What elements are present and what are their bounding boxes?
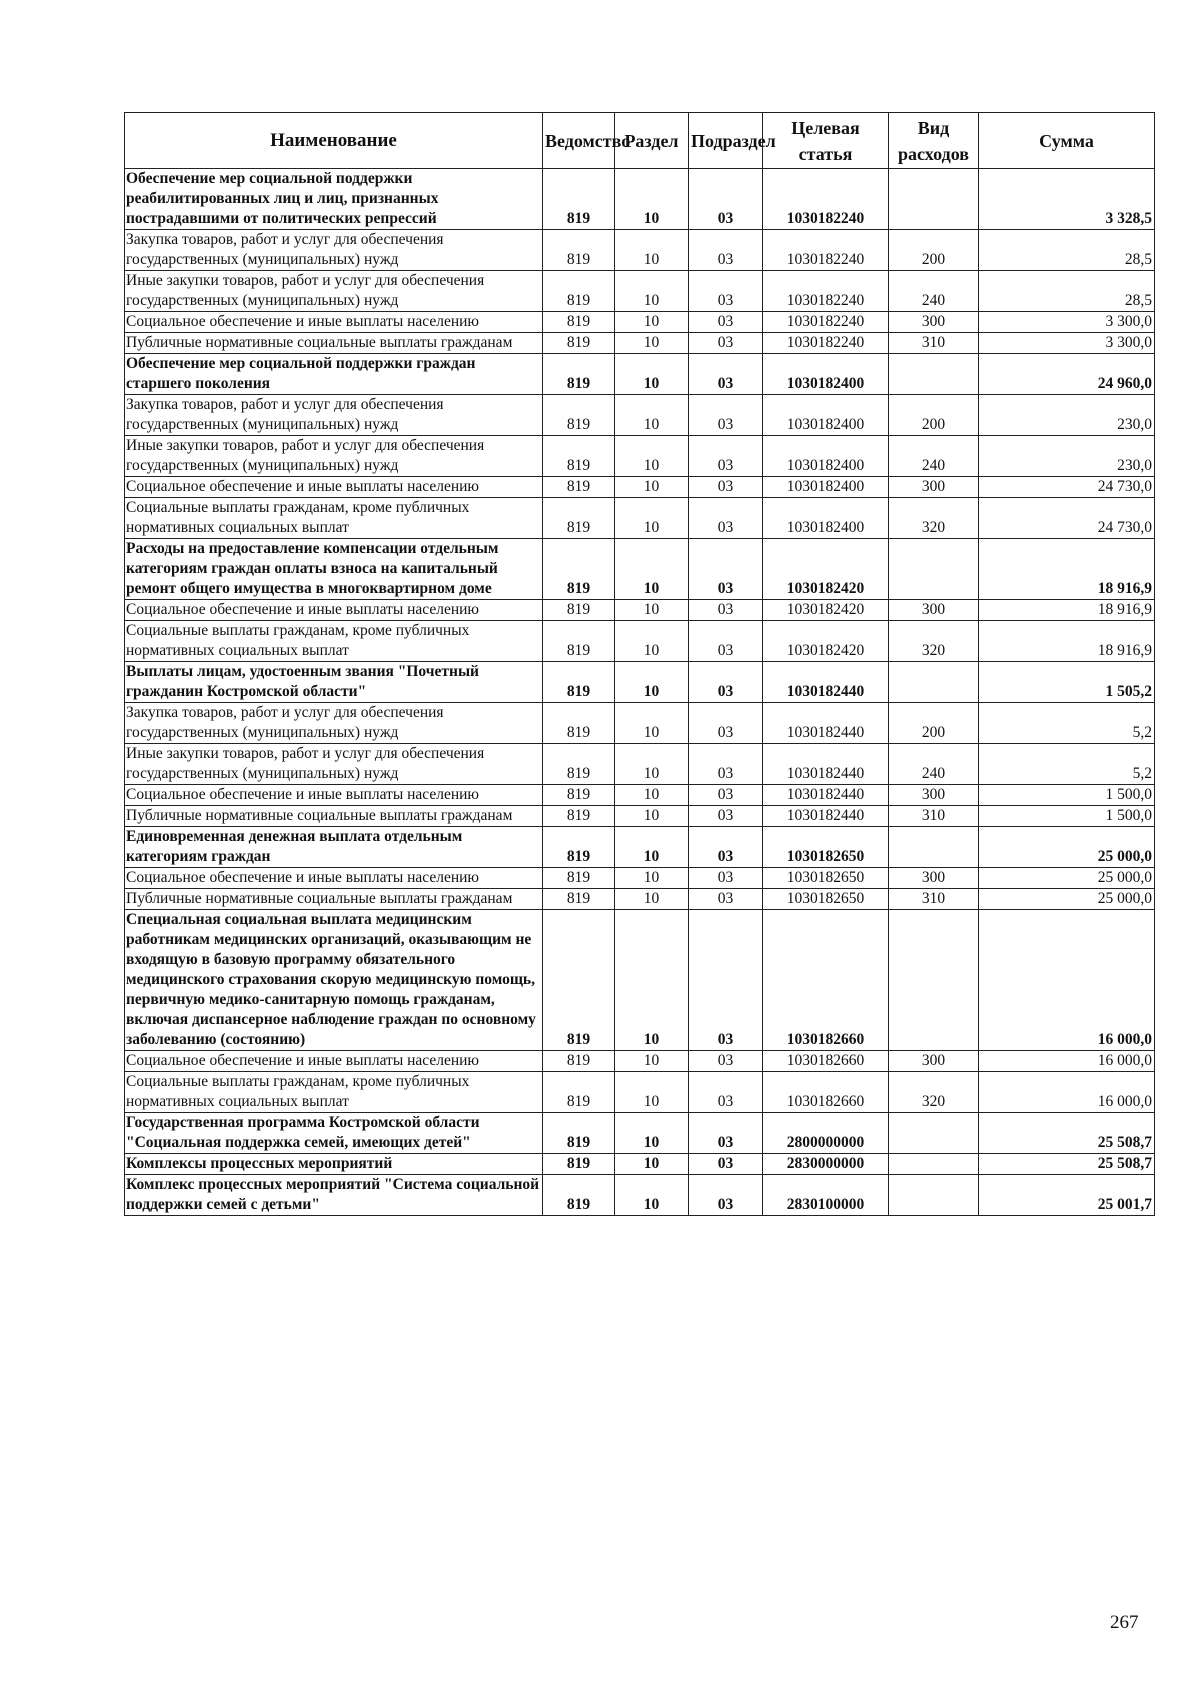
cell-section: 10 (615, 230, 689, 271)
cell-section: 10 (615, 621, 689, 662)
cell-sum: 28,5 (979, 230, 1155, 271)
cell-section: 10 (615, 1113, 689, 1154)
cell-department: 819 (543, 333, 615, 354)
cell-section: 10 (615, 703, 689, 744)
table-row (125, 1113, 1155, 1154)
cell-subsection: 03 (689, 1051, 763, 1072)
cell-target-article: 1030182420 (763, 621, 889, 662)
cell-sum: 24 960,0 (979, 354, 1155, 395)
cell-expense-type (889, 354, 979, 395)
cell-expense-type: 300 (889, 1051, 979, 1072)
cell-subsection: 03 (689, 230, 763, 271)
cell-sum: 25 508,7 (979, 1154, 1155, 1175)
table-row (125, 169, 1155, 230)
cell-department: 819 (543, 395, 615, 436)
table-row (125, 889, 1155, 910)
table-row (125, 333, 1155, 354)
table-row (125, 868, 1155, 889)
cell-target-article: 1030182440 (763, 662, 889, 703)
cell-department: 819 (543, 230, 615, 271)
cell-target-article: 1030182400 (763, 436, 889, 477)
cell-section: 10 (615, 395, 689, 436)
cell-sum: 24 730,0 (979, 498, 1155, 539)
cell-name: Государственная программа Костромской области "Социальная поддержка семей, имеющих детей" (125, 1113, 543, 1154)
cell-expense-type (889, 827, 979, 868)
cell-section: 10 (615, 1175, 689, 1216)
cell-expense-type: 320 (889, 1072, 979, 1113)
cell-name: Закупка товаров, работ и услуг для обеспечения государственных (муниципальных) нужд (125, 703, 543, 744)
cell-target-article: 1030182420 (763, 539, 889, 600)
cell-sum: 5,2 (979, 744, 1155, 785)
cell-department: 819 (543, 498, 615, 539)
cell-sum: 25 001,7 (979, 1175, 1155, 1216)
cell-subsection: 03 (689, 395, 763, 436)
cell-target-article: 1030182660 (763, 1051, 889, 1072)
cell-target-article: 1030182650 (763, 827, 889, 868)
cell-section: 10 (615, 1154, 689, 1175)
cell-sum: 28,5 (979, 271, 1155, 312)
cell-department: 819 (543, 436, 615, 477)
cell-name: Социальные выплаты гражданам, кроме публичных нормативных социальных выплат (125, 621, 543, 662)
cell-department: 819 (543, 827, 615, 868)
cell-subsection: 03 (689, 271, 763, 312)
cell-sum: 18 916,9 (979, 539, 1155, 600)
table-row (125, 806, 1155, 827)
cell-subsection: 03 (689, 1154, 763, 1175)
cell-name: Публичные нормативные социальные выплаты гражданам (125, 889, 543, 910)
cell-target-article: 1030182400 (763, 395, 889, 436)
cell-sum: 230,0 (979, 395, 1155, 436)
cell-department: 819 (543, 539, 615, 600)
table-row (125, 271, 1155, 312)
table-row (125, 395, 1155, 436)
cell-department: 819 (543, 271, 615, 312)
cell-department: 819 (543, 1113, 615, 1154)
cell-name: Комплекс процессных мероприятий "Система социальной поддержки семей с детьми" (125, 1175, 543, 1216)
cell-name: Закупка товаров, работ и услуг для обеспечения государственных (муниципальных) нужд (125, 230, 543, 271)
cell-target-article: 1030182400 (763, 498, 889, 539)
cell-expense-type (889, 1113, 979, 1154)
cell-name: Социальное обеспечение и иные выплаты населению (125, 785, 543, 806)
cell-subsection: 03 (689, 1072, 763, 1113)
cell-department: 819 (543, 1051, 615, 1072)
cell-subsection: 03 (689, 539, 763, 600)
cell-sum: 24 730,0 (979, 477, 1155, 498)
cell-sum: 16 000,0 (979, 1072, 1155, 1113)
cell-expense-type: 300 (889, 868, 979, 889)
header-name: Наименование (125, 113, 543, 169)
cell-expense-type: 300 (889, 600, 979, 621)
cell-subsection: 03 (689, 1113, 763, 1154)
cell-subsection: 03 (689, 169, 763, 230)
cell-name: Социальное обеспечение и иные выплаты населению (125, 600, 543, 621)
cell-section: 10 (615, 354, 689, 395)
page-number: 267 (1110, 1612, 1139, 1633)
header-sum: Сумма (979, 113, 1155, 169)
table-row (125, 477, 1155, 498)
cell-expense-type (889, 169, 979, 230)
header-subsection: Подраздел (689, 113, 763, 169)
cell-target-article: 1030182240 (763, 333, 889, 354)
cell-department: 819 (543, 621, 615, 662)
header-row (125, 113, 1155, 169)
cell-department: 819 (543, 662, 615, 703)
cell-sum: 3 300,0 (979, 312, 1155, 333)
cell-name: Социальное обеспечение и иные выплаты населению (125, 868, 543, 889)
cell-expense-type (889, 1175, 979, 1216)
table-row (125, 703, 1155, 744)
cell-section: 10 (615, 539, 689, 600)
cell-name: Выплаты лицам, удостоенным звания "Почетный гражданин Костромской области" (125, 662, 543, 703)
cell-department: 819 (543, 1175, 615, 1216)
table-row (125, 498, 1155, 539)
cell-department: 819 (543, 744, 615, 785)
cell-subsection: 03 (689, 889, 763, 910)
cell-section: 10 (615, 1072, 689, 1113)
cell-section: 10 (615, 600, 689, 621)
table-row (125, 744, 1155, 785)
cell-name: Социальные выплаты гражданам, кроме публичных нормативных социальных выплат (125, 498, 543, 539)
cell-target-article: 1030182650 (763, 889, 889, 910)
cell-section: 10 (615, 889, 689, 910)
cell-subsection: 03 (689, 1175, 763, 1216)
cell-sum: 18 916,9 (979, 621, 1155, 662)
cell-department: 819 (543, 910, 615, 1051)
cell-sum: 1 505,2 (979, 662, 1155, 703)
cell-department: 819 (543, 600, 615, 621)
cell-department: 819 (543, 354, 615, 395)
cell-section: 10 (615, 312, 689, 333)
cell-sum: 18 916,9 (979, 600, 1155, 621)
cell-target-article: 1030182650 (763, 868, 889, 889)
table-row (125, 1154, 1155, 1175)
cell-target-article: 1030182240 (763, 312, 889, 333)
cell-expense-type: 300 (889, 785, 979, 806)
cell-name: Обеспечение мер социальной поддержки реабилитированных лиц и лиц, признанных пострадавшими от политических репрессий (125, 169, 543, 230)
cell-expense-type (889, 910, 979, 1051)
cell-sum: 1 500,0 (979, 785, 1155, 806)
cell-name: Единовременная денежная выплата отдельным категориям граждан (125, 827, 543, 868)
cell-subsection: 03 (689, 806, 763, 827)
cell-subsection: 03 (689, 354, 763, 395)
cell-department: 819 (543, 703, 615, 744)
cell-section: 10 (615, 271, 689, 312)
cell-subsection: 03 (689, 744, 763, 785)
table-row (125, 436, 1155, 477)
cell-expense-type (889, 539, 979, 600)
cell-sum: 230,0 (979, 436, 1155, 477)
cell-section: 10 (615, 662, 689, 703)
table-row (125, 1072, 1155, 1113)
cell-name: Комплексы процессных мероприятий (125, 1154, 543, 1175)
cell-subsection: 03 (689, 703, 763, 744)
cell-department: 819 (543, 889, 615, 910)
cell-expense-type: 320 (889, 498, 979, 539)
table-row (125, 1051, 1155, 1072)
cell-department: 819 (543, 785, 615, 806)
cell-expense-type: 310 (889, 333, 979, 354)
cell-target-article: 1030182400 (763, 477, 889, 498)
table-body (125, 169, 1155, 1216)
header-target-article: Целевая статья (763, 113, 889, 169)
cell-expense-type: 200 (889, 395, 979, 436)
cell-section: 10 (615, 477, 689, 498)
cell-expense-type: 310 (889, 889, 979, 910)
cell-name: Социальное обеспечение и иные выплаты населению (125, 477, 543, 498)
cell-department: 819 (543, 169, 615, 230)
cell-subsection: 03 (689, 827, 763, 868)
cell-name: Иные закупки товаров, работ и услуг для обеспечения государственных (муниципальных) нужд (125, 271, 543, 312)
cell-target-article: 1030182240 (763, 271, 889, 312)
cell-name: Публичные нормативные социальные выплаты гражданам (125, 333, 543, 354)
cell-section: 10 (615, 785, 689, 806)
cell-expense-type: 200 (889, 230, 979, 271)
cell-subsection: 03 (689, 498, 763, 539)
cell-subsection: 03 (689, 662, 763, 703)
cell-expense-type: 240 (889, 436, 979, 477)
cell-subsection: 03 (689, 333, 763, 354)
header-section: Раздел (615, 113, 689, 169)
cell-expense-type: 320 (889, 621, 979, 662)
cell-section: 10 (615, 333, 689, 354)
cell-department: 819 (543, 477, 615, 498)
table-row (125, 621, 1155, 662)
cell-sum: 16 000,0 (979, 1051, 1155, 1072)
cell-expense-type: 240 (889, 744, 979, 785)
table-row (125, 312, 1155, 333)
table-row (125, 785, 1155, 806)
cell-subsection: 03 (689, 600, 763, 621)
cell-section: 10 (615, 827, 689, 868)
cell-section: 10 (615, 910, 689, 1051)
cell-subsection: 03 (689, 436, 763, 477)
cell-section: 10 (615, 1051, 689, 1072)
cell-target-article: 2800000000 (763, 1113, 889, 1154)
cell-department: 819 (543, 1154, 615, 1175)
cell-sum: 25 000,0 (979, 868, 1155, 889)
cell-target-article: 2830100000 (763, 1175, 889, 1216)
cell-target-article: 1030182420 (763, 600, 889, 621)
table-row (125, 910, 1155, 1051)
cell-name: Иные закупки товаров, работ и услуг для обеспечения государственных (муниципальных) нужд (125, 436, 543, 477)
header-department: Ведомство (543, 113, 615, 169)
cell-sum: 16 000,0 (979, 910, 1155, 1051)
cell-target-article: 1030182440 (763, 785, 889, 806)
cell-expense-type (889, 1154, 979, 1175)
cell-name: Социальное обеспечение и иные выплаты населению (125, 312, 543, 333)
cell-name: Обеспечение мер социальной поддержки граждан старшего поколения (125, 354, 543, 395)
cell-department: 819 (543, 1072, 615, 1113)
cell-sum: 5,2 (979, 703, 1155, 744)
cell-name: Публичные нормативные социальные выплаты гражданам (125, 806, 543, 827)
cell-target-article: 1030182440 (763, 806, 889, 827)
table-row (125, 230, 1155, 271)
table-row (125, 354, 1155, 395)
cell-target-article: 1030182660 (763, 1072, 889, 1113)
table-row (125, 662, 1155, 703)
cell-subsection: 03 (689, 312, 763, 333)
cell-department: 819 (543, 312, 615, 333)
cell-target-article: 1030182660 (763, 910, 889, 1051)
cell-section: 10 (615, 806, 689, 827)
table-row (125, 539, 1155, 600)
cell-sum: 1 500,0 (979, 806, 1155, 827)
cell-subsection: 03 (689, 910, 763, 1051)
table-row (125, 827, 1155, 868)
cell-expense-type: 310 (889, 806, 979, 827)
cell-department: 819 (543, 868, 615, 889)
cell-name: Специальная социальная выплата медицинским работникам медицинских организаций, оказывающим не входящую в базовую программу обязательного медицинского страхования скорую медицинскую помощь, первичную медико-санитарную помощь гражданам, включая диспансерное наблюдение граждан по основному заболеванию (состоянию) (125, 910, 543, 1051)
cell-name: Расходы на предоставление компенсации отдельным категориям граждан оплаты взноса на капитальный ремонт общего имущества в многоквартирном доме (125, 539, 543, 600)
cell-target-article: 1030182400 (763, 354, 889, 395)
cell-target-article: 1030182440 (763, 744, 889, 785)
cell-section: 10 (615, 744, 689, 785)
cell-subsection: 03 (689, 868, 763, 889)
table-row (125, 1175, 1155, 1216)
cell-section: 10 (615, 498, 689, 539)
cell-sum: 25 508,7 (979, 1113, 1155, 1154)
cell-name: Социальные выплаты гражданам, кроме публичных нормативных социальных выплат (125, 1072, 543, 1113)
cell-sum: 3 300,0 (979, 333, 1155, 354)
cell-section: 10 (615, 436, 689, 477)
cell-sum: 25 000,0 (979, 889, 1155, 910)
cell-sum: 3 328,5 (979, 169, 1155, 230)
cell-target-article: 1030182240 (763, 230, 889, 271)
cell-expense-type: 240 (889, 271, 979, 312)
cell-section: 10 (615, 868, 689, 889)
budget-table (124, 112, 1155, 1216)
table-row (125, 600, 1155, 621)
cell-target-article: 2830000000 (763, 1154, 889, 1175)
cell-name: Иные закупки товаров, работ и услуг для обеспечения государственных (муниципальных) нужд (125, 744, 543, 785)
cell-expense-type: 300 (889, 312, 979, 333)
cell-subsection: 03 (689, 621, 763, 662)
cell-expense-type: 300 (889, 477, 979, 498)
cell-department: 819 (543, 806, 615, 827)
cell-name: Закупка товаров, работ и услуг для обеспечения государственных (муниципальных) нужд (125, 395, 543, 436)
cell-expense-type: 200 (889, 703, 979, 744)
cell-name: Социальное обеспечение и иные выплаты населению (125, 1051, 543, 1072)
cell-expense-type (889, 662, 979, 703)
cell-section: 10 (615, 169, 689, 230)
header-expense-type: Вид расходов (889, 113, 979, 169)
cell-sum: 25 000,0 (979, 827, 1155, 868)
cell-subsection: 03 (689, 477, 763, 498)
cell-target-article: 1030182240 (763, 169, 889, 230)
cell-subsection: 03 (689, 785, 763, 806)
cell-target-article: 1030182440 (763, 703, 889, 744)
